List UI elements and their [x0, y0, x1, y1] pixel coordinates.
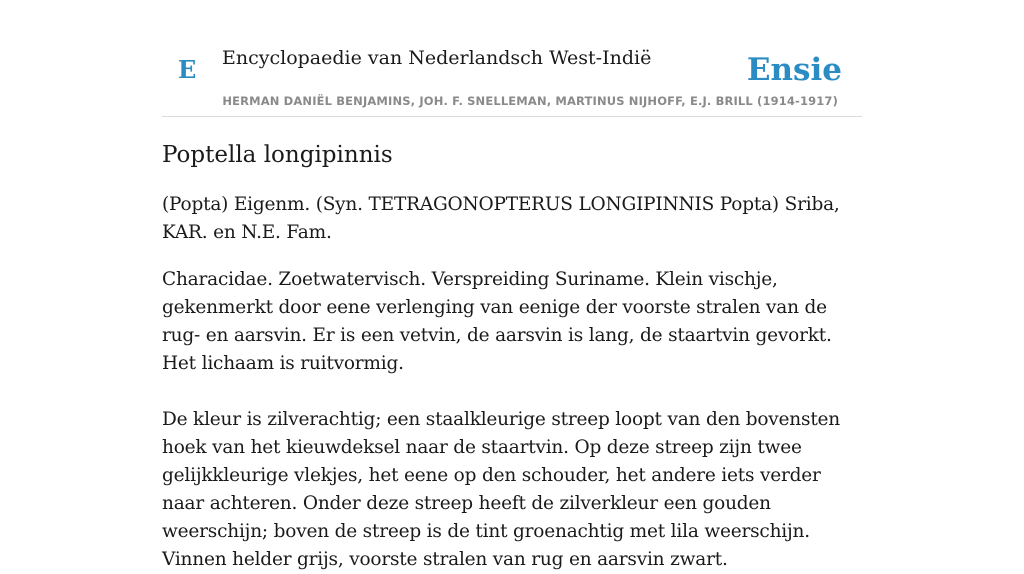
entry-title: Poptella longipinnis [162, 142, 393, 168]
entry-paragraph: (Popta) Eigenm. (Syn. TETRAGONOPTERUS LONGIPINNIS Popta) Sriba, KAR. en N.E. Fam. [162, 194, 840, 243]
entry-content [162, 138, 862, 574]
entry-paragraph: Characidae. Zoetwatervisch. Verspreiding Suriname. Klein vischje, gekenmerkt door eene verlenging van eenige der voorste stralen van de rug- en aarsvin. Er is een vetvin, de aarsvin is lang, de staartvin gevorkt. Het lichaam is ruitvormig. [162, 269, 832, 374]
entry-paragraph: De kleur is zilverachtig; een staalkleurige streep loopt van den bovensten hoek van het kieuwdeksel naar de staartvin. Op deze streep zijn twee gelijkkleurige vlekjes, het eene op den schouder, het andere iets verder naar achteren. Onder deze streep heeft de zilverkleur een gouden weerschijn; boven de streep is de tint groenachtig met lila weerschijn. Vinnen helder grijs, voorste stralen van rug en aarsvin zwart. [162, 409, 841, 570]
ensie-logo-link[interactable]: Ensie [746, 52, 842, 88]
book-authors: HERMAN DANIËL BENJAMINS, JOH. F. SNELLEMAN, MARTINUS NIJHOFF, E.J. BRILL (1914-1917) [222, 94, 838, 108]
site-header [162, 0, 862, 117]
book-title-link[interactable]: Encyclopaedie van Nederlandsch West-Indië [222, 47, 652, 69]
book-logo[interactable]: E [178, 55, 197, 84]
